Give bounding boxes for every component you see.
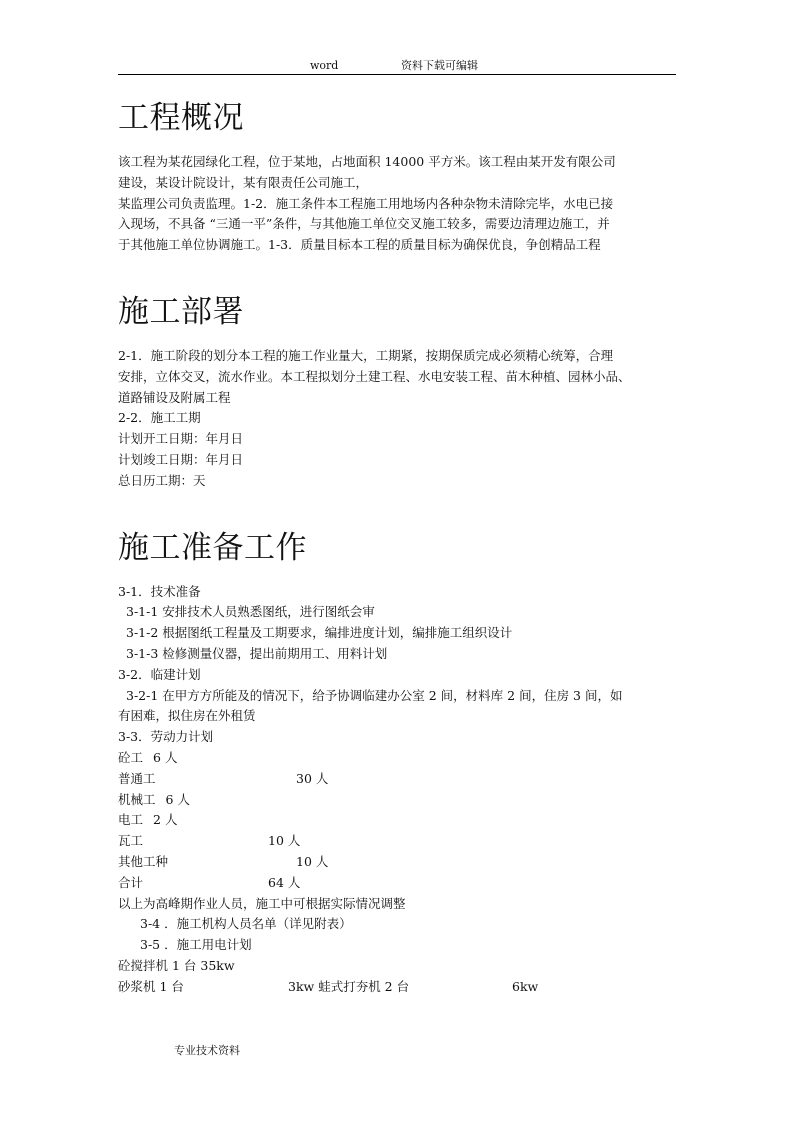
paragraph-line: 3-1-3 检修测量仪器，提出前期用工、用料计划 xyxy=(126,645,388,661)
labor-row xyxy=(118,748,680,769)
paragraph-line: 建设，某设计院设计，某有限责任公司施工， xyxy=(118,174,369,190)
paragraph-line: 2-2．施工工期 xyxy=(118,410,201,426)
labor-count: 10 人 xyxy=(296,853,329,869)
paragraph-line: 安排，立体交叉，流水作业。本工程拟划分土建工程、水电安装工程、苗木种植、园林小品、 xyxy=(118,368,631,384)
paragraph-line: 2-1．施工阶段的划分本工程的施工作业量大，工期紧，按期保质完成必须精心统筹，合理 xyxy=(118,347,614,363)
labor-row xyxy=(118,831,680,852)
labor-row xyxy=(118,769,680,790)
labor-row xyxy=(118,873,680,894)
paragraph-line: 3-1．技术准备 xyxy=(118,583,201,599)
paragraph-line: 道路铺设及附属工程 xyxy=(118,389,231,405)
paragraph-line: 某监理公司负责监理。1-2．施工条件本工程施工用地场内各种杂物未清除完毕，水电已接 xyxy=(118,195,614,211)
paragraph-line: 3-5 ．施工用电计划 xyxy=(140,937,252,953)
equipment-item: 6kw xyxy=(512,978,539,994)
paragraph-line: 该工程为某花园绿化工程，位于某地，占地面积 14000 平方米。该工程由某开发有限公司 xyxy=(118,154,616,169)
header-left-text: word xyxy=(310,59,339,72)
labor-count: 2 人 xyxy=(153,812,178,828)
paragraph-line: 计划开工日期：年月日 xyxy=(118,431,244,447)
header-rule xyxy=(118,74,676,75)
section-heading-preparation-work: 施工准备工作 xyxy=(118,529,307,566)
document-body xyxy=(118,90,680,998)
paragraph-line: 3-2-1 在甲方方所能及的情况下，给予协调临建办公室 2 间，材料库 2 间，住房 3 间，如 xyxy=(126,687,623,703)
paragraph-line: 入现场，不具备 “三通一平”条件，与其他施工单位交叉施工较多，需要边清理边施工，并 xyxy=(118,216,610,232)
header-right-text: 资料下载可编辑 xyxy=(401,59,478,72)
labor-name: 合计 xyxy=(118,874,144,890)
labor-count: 6 人 xyxy=(153,749,178,765)
section-heading-project-overview: 工程概况 xyxy=(118,100,244,136)
equipment-item: 砂浆机 1 台 xyxy=(118,978,184,994)
labor-count: 64 人 xyxy=(268,874,301,890)
labor-name: 电工 xyxy=(118,812,144,828)
labor-count: 30 人 xyxy=(296,770,329,786)
paragraph-line: 于其他施工单位协调施工。1-3．质量目标本工程的质量目标为确保优良，争创精品工程 xyxy=(118,237,601,253)
paragraph-line: 以上为高峰期作业人员，施工中可根据实际情况调整 xyxy=(118,895,406,911)
labor-row xyxy=(118,852,680,873)
equipment-row xyxy=(118,977,680,998)
paragraph-line: 砼搅拌机 1 台 35kw xyxy=(118,957,235,973)
labor-name: 普通工 xyxy=(118,770,156,786)
labor-row xyxy=(118,790,680,811)
labor-name: 机械工 xyxy=(118,791,156,807)
labor-row xyxy=(118,810,680,831)
labor-count: 6 人 xyxy=(165,791,190,807)
paragraph-line: 3-4 ．施工机构人员名单（详见附表） xyxy=(140,916,352,932)
paragraph-line: 3-2．临建计划 xyxy=(118,666,201,682)
paragraph-line: 3-1-1 安排技术人员熟悉图纸，进行图纸会审 xyxy=(126,604,375,620)
labor-name: 瓦工 xyxy=(118,833,144,849)
section-heading-construction-deployment: 施工部署 xyxy=(118,293,244,330)
paragraph-line: 总日历工期：天 xyxy=(118,472,206,488)
labor-name: 其他工种 xyxy=(118,853,169,869)
paragraph-line: 计划竣工日期：年月日 xyxy=(118,451,244,467)
page-footer: 专业技术资料 xyxy=(174,1044,240,1057)
labor-count: 10 人 xyxy=(268,833,301,849)
equipment-item: 3kw 蛙式打夯机 2 台 xyxy=(288,978,410,994)
paragraph-line: 3-1-2 根据图纸工程量及工期要求，编排进度计划，编排施工组织设计 xyxy=(126,625,513,641)
paragraph-line: 3-3．劳动力计划 xyxy=(118,729,214,745)
paragraph-line: 有困难，拟住房在外租赁 xyxy=(118,708,256,724)
labor-name: 砼工 xyxy=(118,749,144,765)
page-header xyxy=(118,58,676,74)
